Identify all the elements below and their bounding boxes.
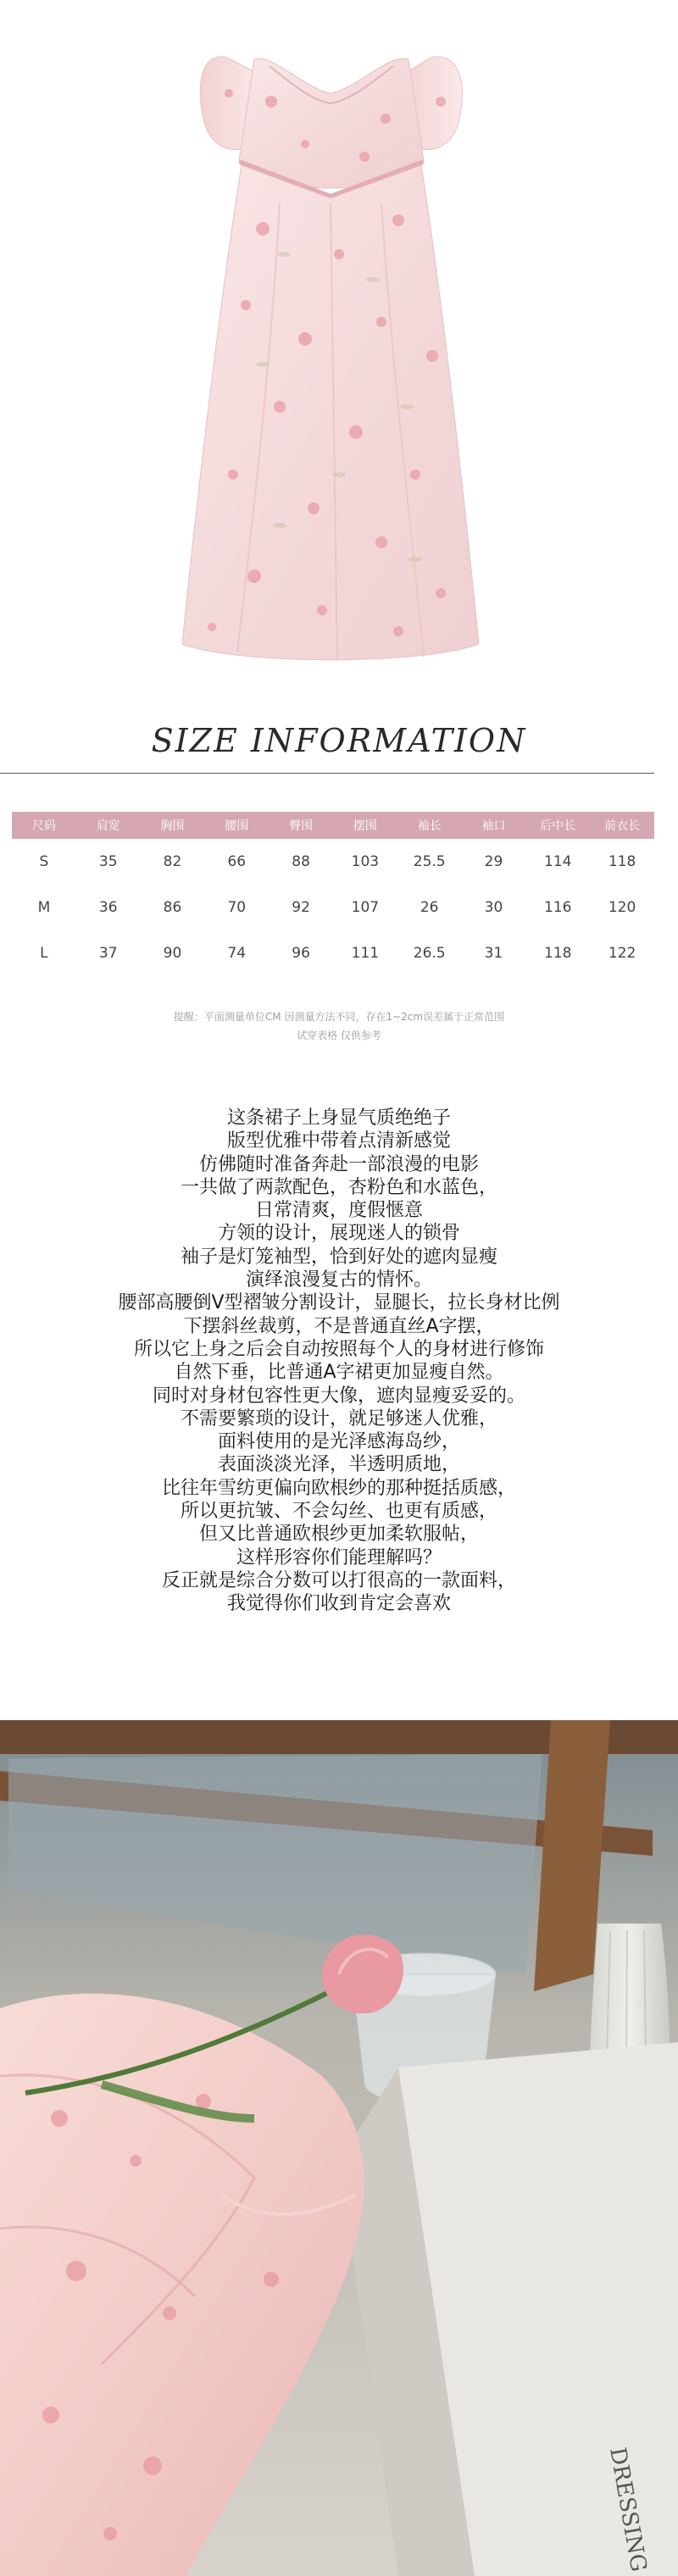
description-line: 版型优雅中带着点清新感觉 [226, 1130, 451, 1152]
table-row [12, 885, 654, 930]
table-cell: 82 [163, 853, 182, 870]
heading-divider [0, 773, 654, 774]
table-cell: 114 [544, 853, 572, 870]
table-cell: 116 [544, 899, 572, 916]
description-line: 但又比普通欧根纱更加柔软服帖， [198, 1524, 479, 1546]
table-cell: 90 [163, 945, 182, 962]
size-table-header-row [12, 812, 654, 839]
table-cell: 30 [484, 899, 503, 916]
description-line: 仿佛随时准备奔赴一部浪漫的电影 [198, 1153, 479, 1175]
table-cell: 29 [484, 853, 503, 870]
table-cell: 88 [292, 853, 310, 870]
table-cell: 118 [608, 853, 636, 870]
table-cell: M [37, 899, 51, 916]
table-cell: 35 [98, 853, 118, 870]
description-line: 腰部高腰倒V型褶皱分割设计，显腿长，拉长身材比例 [118, 1292, 560, 1314]
description-line: 袖子是灯笼袖型，恰到好处的遮肉显瘦 [180, 1246, 497, 1268]
table-cell: 103 [351, 853, 380, 870]
table-cell: 92 [292, 899, 310, 916]
size-table-header: 胸围 [141, 812, 205, 839]
description-line: 所以更抗皱、不会勾丝、也更有质感， [180, 1501, 497, 1523]
size-table-header: 袖长 [397, 812, 462, 839]
description-line: 同时对身材包容性更大像，遮肉显瘦妥妥的。 [152, 1385, 525, 1407]
table-cell: 26 [420, 899, 439, 916]
table-row [12, 839, 654, 885]
description-line: 这条裙子上身显气质绝绝子 [226, 1108, 451, 1129]
description-line: 这样形容你们能理解吗？ [236, 1546, 442, 1568]
description-line: 我觉得你们收到肯定会喜欢 [226, 1593, 451, 1615]
table-cell: L [40, 945, 48, 962]
description-line: 不需要繁琐的设计，就足够迷人优雅， [180, 1407, 497, 1430]
size-table-header: 后中长 [525, 812, 590, 839]
description-line: 演绎浪漫复古的情怀。 [245, 1269, 432, 1291]
description-line: 比往年雪纺更偏向欧根纱的那种挺括质感， [161, 1477, 516, 1499]
table-cell: 118 [544, 945, 572, 962]
table-cell: S [39, 853, 49, 870]
description-line: 反正就是综合分数可以打很高的一款面料， [161, 1569, 516, 1591]
size-table-header: 臀围 [269, 812, 333, 839]
table-cell: 70 [227, 899, 247, 916]
description-line: 表面淡淡光泽，半透明质地， [217, 1454, 460, 1476]
size-table [12, 812, 654, 976]
size-table-header: 前衣长 [590, 812, 654, 839]
table-cell: 25.5 [413, 853, 446, 870]
size-table-header: 肩宽 [76, 812, 141, 839]
table-cell: 122 [608, 945, 636, 962]
table-cell: 37 [98, 945, 118, 962]
description-line: 方领的设计，展现迷人的锁骨 [217, 1223, 460, 1245]
product-description [34, 1107, 644, 1616]
reference-note: 试穿表格 仅供参考 [297, 1030, 381, 1041]
scene-photo [0, 1720, 678, 2576]
size-table-header: 摆围 [333, 812, 397, 839]
table-cell: 26.5 [413, 945, 446, 962]
description-line: 所以它上身之后会自动按照每个人的身材进行修饰 [133, 1338, 544, 1360]
table-cell: 66 [227, 853, 247, 870]
measurement-note: 提醒：平面测量单位CM 因测量方法不同，存在1~2cm误差属于正常范围 [173, 1011, 505, 1023]
table-row [12, 930, 654, 976]
description-line: 下摆斜丝裁剪，不是普通直丝A字摆， [183, 1315, 495, 1337]
table-cell: 96 [292, 945, 310, 962]
table-cell: 31 [484, 945, 503, 962]
table-cell: 86 [163, 899, 182, 916]
description-line: 一共做了两款配色，杏粉色和水蓝色， [180, 1176, 497, 1198]
size-table-header: 袖口 [462, 812, 526, 839]
description-line: 面料使用的是光泽感海岛纱， [217, 1431, 460, 1453]
size-info-heading: SIZE INFORMATION [151, 722, 527, 759]
table-cell: 120 [608, 899, 636, 916]
size-table-header: 腰围 [204, 812, 269, 839]
table-cell: 74 [227, 945, 247, 962]
table-cell: 111 [351, 945, 380, 962]
description-line: 日常清爽，度假惬意 [254, 1200, 423, 1222]
table-cell: 36 [98, 899, 118, 916]
dress-photo [0, 0, 678, 695]
box-lettering: DRESSING [604, 2446, 652, 2574]
table-cell: 107 [351, 899, 380, 916]
description-line: 自然下垂，比普通A字裙更加显瘦自然。 [174, 1362, 504, 1384]
size-table-header: 尺码 [12, 812, 76, 839]
